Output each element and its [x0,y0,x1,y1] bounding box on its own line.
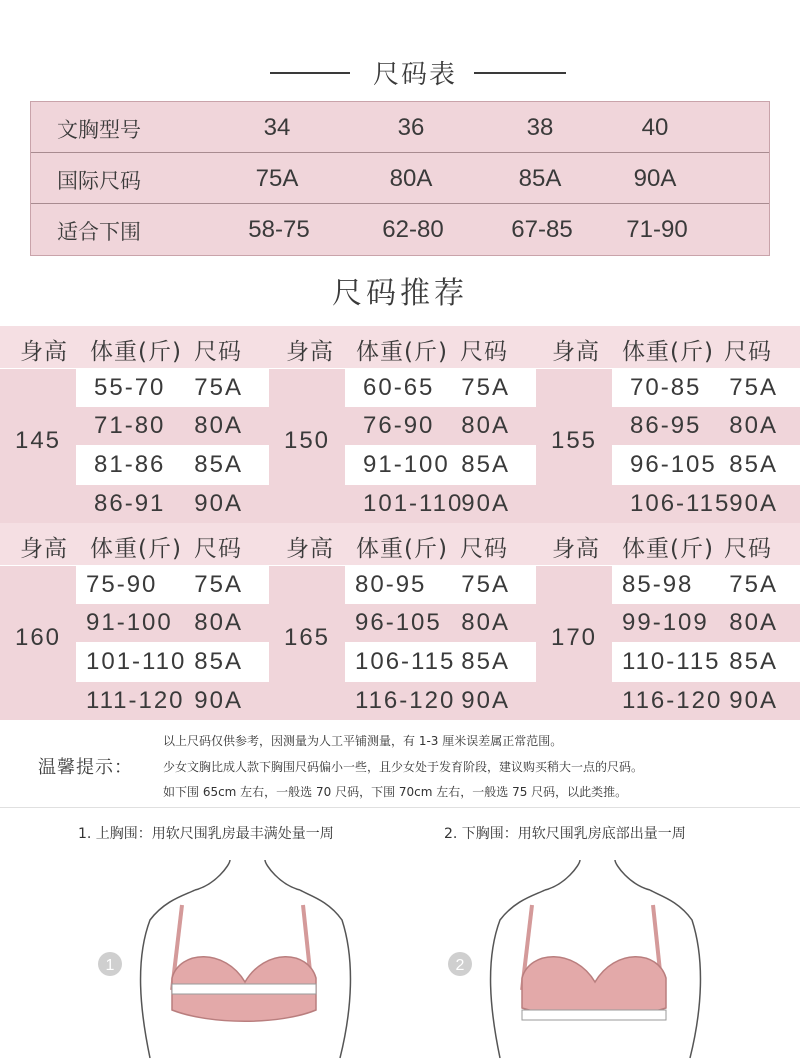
header-weight: 体重(斤) [90,536,182,562]
weight-range: 111-120 [86,687,185,714]
weight-row [345,485,536,523]
weight-row [345,446,536,484]
header-size: 尺码 [194,339,242,365]
header-height: 身高 [20,339,68,365]
height-value: 165 [283,624,331,651]
weight-range: 96-105 [630,451,717,478]
header-height: 身高 [552,339,600,365]
size-value: 75A [194,571,243,598]
weight-range: 116-120 [355,687,456,714]
neck-right-line [265,860,300,890]
size-chart-title-row [0,52,800,92]
size-value: 85A [729,451,778,478]
size-value: 90A [461,687,510,714]
weight-range: 106-115 [630,490,731,517]
row-label: 适合下围 [57,220,141,244]
size-value: 90A [729,490,778,517]
weight-row [345,566,536,604]
height-value: 150 [283,427,331,454]
size-value: 80A [729,412,778,439]
header-weight: 体重(斤) [356,536,448,562]
upper-bust-illustration [90,860,450,1060]
step-badge-2-text: 2 [455,957,465,974]
size-value: 80A [729,609,778,636]
size-value: 75A [729,571,778,598]
cell: 58-75 [248,216,310,243]
cell: 90A [633,165,677,192]
size-value: 75A [461,571,510,598]
recommend-header-band [0,523,800,565]
under-bust-illustration [440,860,800,1060]
weight-row [612,485,800,523]
weight-range: 101-110 [363,490,464,517]
title-left-rule [270,72,350,74]
size-chart-title: 尺码表 [372,60,457,90]
weight-range: 86-91 [94,490,166,517]
height-group-155 [536,369,800,523]
weight-row [76,682,269,720]
header-height: 身高 [552,536,600,562]
size-value: 90A [194,687,243,714]
size-row-model [31,102,769,153]
size-value: 75A [461,374,510,401]
recommend-title: 尺码推荐 [332,276,468,311]
neck-left-line [545,860,580,890]
height-group-150 [269,369,536,523]
weight-range: 99-109 [622,609,709,636]
header-size: 尺码 [724,339,772,365]
weight-row [612,566,800,604]
weight-row [345,407,536,445]
size-value: 90A [194,490,243,517]
weight-range: 106-115 [355,648,456,675]
size-row-underbust [31,204,769,255]
weight-row [345,604,536,642]
weight-row [76,485,269,523]
weight-row [76,407,269,445]
header-size: 尺码 [460,536,508,562]
title-right-rule [474,72,566,74]
weight-row [345,369,536,407]
tip-line: 以上尺码仅供参考，因测量为人工平铺测量，有 1-3 厘米误差属正常范围。 [163,734,563,748]
weight-range: 60-65 [363,374,435,401]
weight-row [612,643,800,681]
row-label: 文胸型号 [57,118,141,142]
weight-row [76,446,269,484]
height-group-145 [0,369,269,523]
header-size: 尺码 [194,536,242,562]
size-value: 80A [461,609,510,636]
weight-row [345,643,536,681]
weight-row [612,407,800,445]
tips-section [0,728,800,808]
header-weight: 体重(斤) [90,339,182,365]
header-size: 尺码 [724,536,772,562]
height-group-160 [0,566,269,720]
height-value: 145 [14,427,62,454]
measure-step-1: 1. 上胸围：用软尺围乳房最丰满处量一周 [78,826,334,842]
weight-row [76,643,269,681]
weight-row [612,604,800,642]
height-group-165 [269,566,536,720]
header-weight: 体重(斤) [356,339,448,365]
size-value: 85A [194,451,243,478]
cell: 40 [641,114,669,141]
height-value: 160 [14,624,62,651]
section-divider [0,807,800,808]
weight-range: 91-100 [363,451,450,478]
cell: 80A [389,165,433,192]
size-value: 80A [194,412,243,439]
weight-row [612,682,800,720]
weight-range: 80-95 [355,571,427,598]
measure-step-2: 2. 下胸围：用软尺围乳房底部出量一周 [444,826,686,842]
cell: 85A [518,165,562,192]
header-height: 身高 [286,536,334,562]
size-row-international [31,153,769,204]
cell: 75A [255,165,299,192]
cell: 36 [397,114,425,141]
row-label: 国际尺码 [57,169,141,193]
weight-row [612,369,800,407]
tape-measure [172,984,316,994]
weight-range: 101-110 [86,648,187,675]
weight-range: 85-98 [622,571,694,598]
size-value: 80A [461,412,510,439]
weight-range: 91-100 [86,609,173,636]
size-value: 90A [729,687,778,714]
size-value: 85A [461,648,510,675]
cell: 38 [526,114,554,141]
tape-measure [522,1010,666,1020]
cell: 34 [263,114,291,141]
tips-label: 温馨提示： [38,757,133,778]
weight-range: 76-90 [363,412,435,439]
header-weight: 体重(斤) [622,536,714,562]
size-value: 75A [729,374,778,401]
weight-range: 70-85 [630,374,702,401]
weight-range: 71-80 [94,412,166,439]
height-group-170 [536,566,800,720]
header-size: 尺码 [460,339,508,365]
tip-line: 如下围 65cm 左右，一般选 70 尺码，下围 70cm 左右，一般选 75 尺码，以此类推。 [163,785,628,799]
neck-right-line [615,860,650,890]
size-table [30,101,770,256]
size-value: 75A [194,374,243,401]
height-value: 170 [550,624,598,651]
weight-row [612,446,800,484]
size-value: 85A [461,451,510,478]
cell: 62-80 [382,216,444,243]
header-height: 身高 [20,536,68,562]
recommend-header-band [0,326,800,368]
weight-range: 86-95 [630,412,702,439]
size-value: 85A [729,648,778,675]
step-badge-1-text: 1 [105,957,115,974]
cell: 67-85 [511,216,573,243]
header-weight: 体重(斤) [622,339,714,365]
tip-line: 少女文胸比成人款下胸围尺码偏小一些，且少女处于发育阶段，建议购买稍大一点的尺码。 [163,760,644,774]
weight-row [345,682,536,720]
height-value: 155 [550,427,598,454]
weight-range: 75-90 [86,571,158,598]
size-value: 85A [194,648,243,675]
bra-shape [522,957,666,1017]
weight-row [76,566,269,604]
size-value: 90A [461,490,510,517]
weight-row [76,604,269,642]
header-height: 身高 [286,339,334,365]
cell: 71-90 [626,216,688,243]
weight-range: 55-70 [94,374,166,401]
weight-range: 81-86 [94,451,166,478]
neck-left-line [195,860,230,890]
weight-row [76,369,269,407]
size-value: 80A [194,609,243,636]
weight-range: 116-120 [622,687,723,714]
weight-range: 110-115 [622,648,721,675]
weight-range: 96-105 [355,609,442,636]
